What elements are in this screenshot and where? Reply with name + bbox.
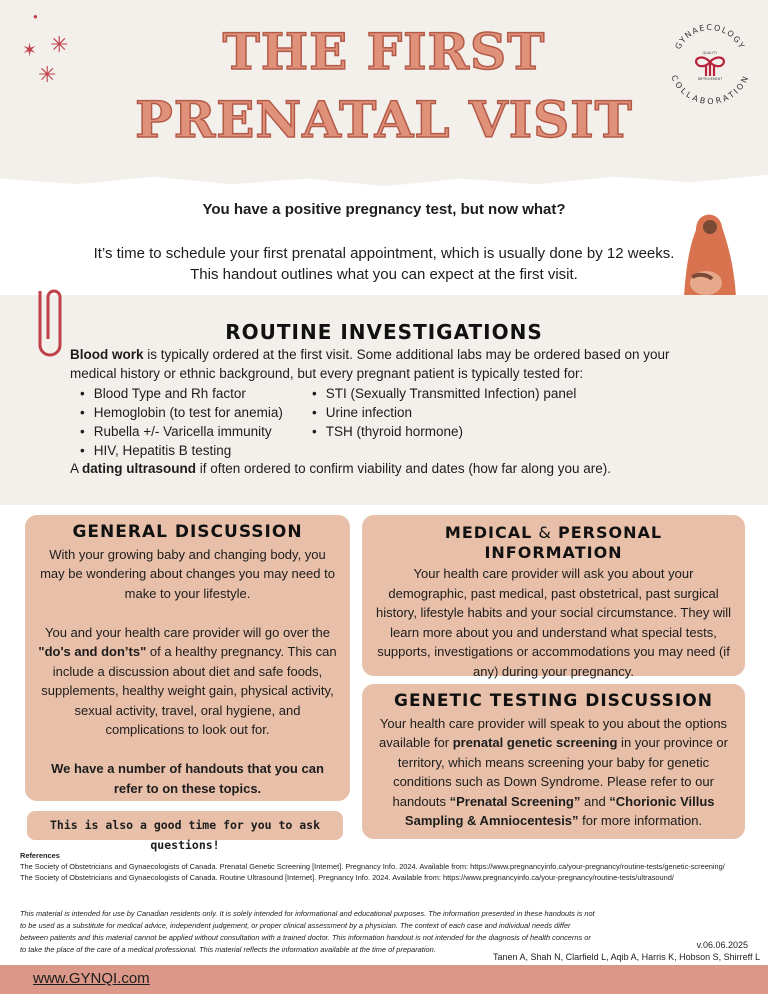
version: v.06.06.2025 (696, 940, 748, 950)
intro-question: You have a positive pregnancy test, but now what? (202, 201, 566, 218)
sparkle-icon: ✳ (38, 62, 57, 87)
list-item: • Urine infection (312, 403, 642, 422)
title-line-1: THE FIRST (222, 22, 546, 81)
pregnant-woman-illustration (678, 205, 740, 297)
intro-line-1: It’s time to schedule your first prenatal appointment, which is usually done by 12 weeks. (93, 245, 675, 262)
questions-banner: This is also a good time for you to ask questions! (27, 811, 343, 840)
medical-title: MEDICAL & PERSONAL INFORMATION (444, 523, 663, 562)
reference-item: The Society of Obstetricians and Gynaecologists of Canada. Prenatal Genetic Screening [Internet]. Pregnancy Info. 2024. Available from: https://www.pregnancyinfo.ca/your-pregnancy/routine-tests/genetic-screening/ (20, 862, 725, 871)
title-line-2: PRENATAL VISIT (135, 90, 633, 149)
routine-intro: Blood work is typically ordered at the first visit. Some additional labs may be ordered based on your medical history or ethnic background, but every pregnant patient is typically tested for: (70, 347, 670, 381)
gynqi-logo (665, 18, 755, 108)
list-item: • HIV, Hepatitis B testing (80, 441, 310, 460)
authors: Tanen A, Shah N, Clarfield L, Aqib A, Harris K, Hobson S, Shirreff L (493, 952, 760, 962)
list-item: • STI (Sexually Transmitted Infection) panel (312, 384, 642, 403)
list-item: • Hemoglobin (to test for anemia) (80, 403, 310, 422)
intro-line-2: This handout outlines what you can expect at the first visit. (190, 266, 578, 283)
list-item: • Rubella +/- Varicella immunity (80, 422, 310, 441)
reference-item: The Society of Obstetricians and Gynaecologists of Canada. Routine Ultrasound [Internet]. Pregnancy Info. 2024. Available from: https://www.pregnancyinfo.ca/your-pregnancy/routine-tests/ultrasound/ (20, 873, 674, 882)
disclaimer: This material is intended for use by Canadian residents only. It is solely intended for informational and educational purposes. The information presented in these handouts is not to be used as a substitute for medical advice, independent judgement, or proper clinical assessment by a physician. The context of each case and individual needs differ between patients and this material cannot be applied without consultation with a trained doctor. This information handout is not intended for the diagnosis of health concerns or to take the place of the care of a medical professional. This material reflects the information available at the time of preparation. (20, 909, 595, 954)
genetic-testing-box (362, 684, 745, 839)
list-item: • Blood Type and Rh factor (80, 384, 310, 403)
general-p3: We have a number of handouts that you can refer to on these topics. (51, 761, 324, 796)
footer-bar (0, 965, 768, 994)
sparkle-icon: ● (33, 12, 38, 21)
general-discussion-box (25, 515, 350, 801)
list-item: • TSH (thyroid hormone) (312, 422, 642, 441)
routine-title: ROUTINE INVESTIGATIONS (225, 320, 543, 344)
sparkle-icon: ✳ (50, 32, 69, 57)
general-p2: You and your health care provider will go over the "do's and don’ts" of a healthy pregnancy. This can include a discussion about diet and safe foods, supplements, healthy weight gain, physical activity, sexual activity, travel, oral hygiene, and complications to look out for. (38, 624, 337, 737)
sparkle-icon: ✶ (22, 40, 38, 60)
medical-text: Your health care provider will ask you about your demographic, past medical, past obstetrical, past surgical history, lifestyle habits and your social circumstance. They will learn more about you and understand what special tests, supports, investigations or accommodations you may need (if any) during your pregnancy. (376, 566, 731, 679)
tests-list-1 (80, 384, 310, 460)
references (20, 850, 760, 883)
website-link[interactable]: www.GYNQI.com (33, 970, 150, 987)
references-title: References (20, 851, 60, 860)
general-title: GENERAL DISCUSSION (72, 522, 303, 542)
svg-text:GYNAECOLOGY: GYNAECOLOGY (673, 22, 747, 51)
medical-info-box (362, 515, 745, 679)
genetic-title: GENETIC TESTING DISCUSSION (394, 691, 713, 711)
svg-text:COLLABORATION: COLLABORATION (669, 73, 751, 107)
tests-list-2 (312, 384, 642, 441)
genetic-text: Your health care provider will speak to you about the options available for prenatal genetic screening in your province or territory, which means screening your baby for genetic conditions such as Down Syndrome. Please refer to our handouts “Prenatal Screening” and “Chorionic Villus Sampling & Amniocentesis” for more information. (378, 715, 728, 828)
svg-text:IMPROVEMENT: IMPROVEMENT (697, 77, 723, 81)
general-p1: With your growing baby and changing body, you may be wondering about changes you may need to make to your lifestyle. (40, 546, 335, 601)
svg-text:QUALITY: QUALITY (702, 51, 718, 55)
ultrasound-note: A dating ultrasound if often ordered to confirm viability and dates (how far along you are). (70, 461, 611, 476)
